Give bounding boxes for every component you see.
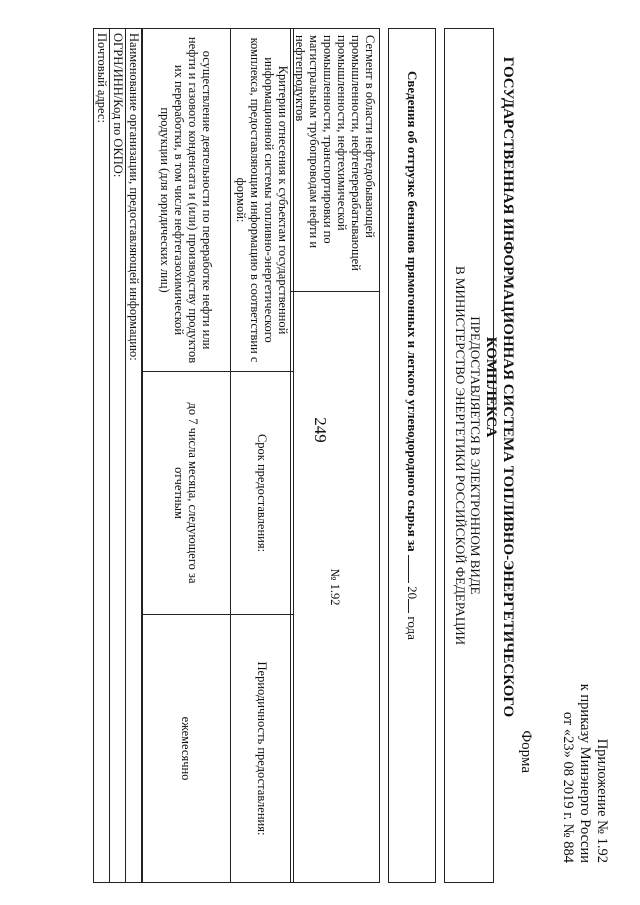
segment-table <box>290 28 380 883</box>
form-label: Форма <box>518 730 534 773</box>
document-title: ГОСУДАРСТВЕННАЯ ИНФОРМАЦИОННАЯ СИСТЕМА ТОПЛИВНО-ЭНЕРГЕТИЧЕСКОГО КОМПЛЕКСА <box>483 56 516 718</box>
criteria-header: Критерии отнесения к субъектам государственной информационной системы топливно-энергетического комплекса, предоставляющим информацию в соответствии с формой: <box>231 29 294 372</box>
year-blank <box>408 599 421 613</box>
annex-block <box>559 684 610 863</box>
report-title-box <box>388 28 436 883</box>
form-document <box>72 22 612 883</box>
year-prefix: 20 <box>405 586 420 600</box>
deadline-header: Срок предоставления: <box>231 372 294 615</box>
periodicity-value: ежемесячно <box>143 615 231 883</box>
form-number: № 1.92 <box>291 292 380 883</box>
organization-table <box>93 28 142 883</box>
annex-line-2: к приказу Минэнерго России <box>577 683 593 863</box>
ogrn-label: ОГРН/ИНН/Код по ОКПО: <box>110 29 126 883</box>
org-name-label: Наименование организации, предоставляющей информацию: <box>126 29 142 883</box>
provided-line-1: ПРЕДОСТАВЛЯЕТСЯ В ЭЛЕКТРОННОМ ВИДЕ <box>468 316 483 595</box>
report-title: Сведения об отгрузке бензинов прямогонных и легкого углеводородного сырья за <box>405 71 420 552</box>
criteria-value: осуществление деятельности по переработке нефти или нефти и газового конденсата и (или) производству продуктов их переработки, в том числе нефтегазохимической продукции (для юридических лиц) <box>143 29 231 372</box>
page-number: 249 <box>311 417 330 443</box>
year-suffix: года <box>405 616 420 640</box>
provided-box <box>444 28 494 883</box>
address-label: Почтовый адрес: <box>94 29 110 883</box>
provided-line-2: В МИНИСТЕРСТВО ЭНЕРГЕТИКИ РОССИЙСКОЙ ФЕДЕРАЦИИ <box>453 266 468 645</box>
annex-line-3: от «23» 08 2019 г. № 884 <box>560 711 576 863</box>
deadline-value: до 7 числа месяца, следующего за отчетным <box>143 372 231 615</box>
segment-text: Сегмент в области нефтедобывающей промышленности, нефтеперерабатывающей промышленности, нефтехимической промышленности, транспортировки по магистральным трубопроводам нефти и нефтепродуктов <box>291 29 380 292</box>
criteria-table <box>142 28 294 883</box>
periodicity-header: Периодичность предоставления: <box>231 615 294 883</box>
period-blank <box>408 555 421 583</box>
annex-line-1: Приложение № 1.92 <box>594 738 610 863</box>
